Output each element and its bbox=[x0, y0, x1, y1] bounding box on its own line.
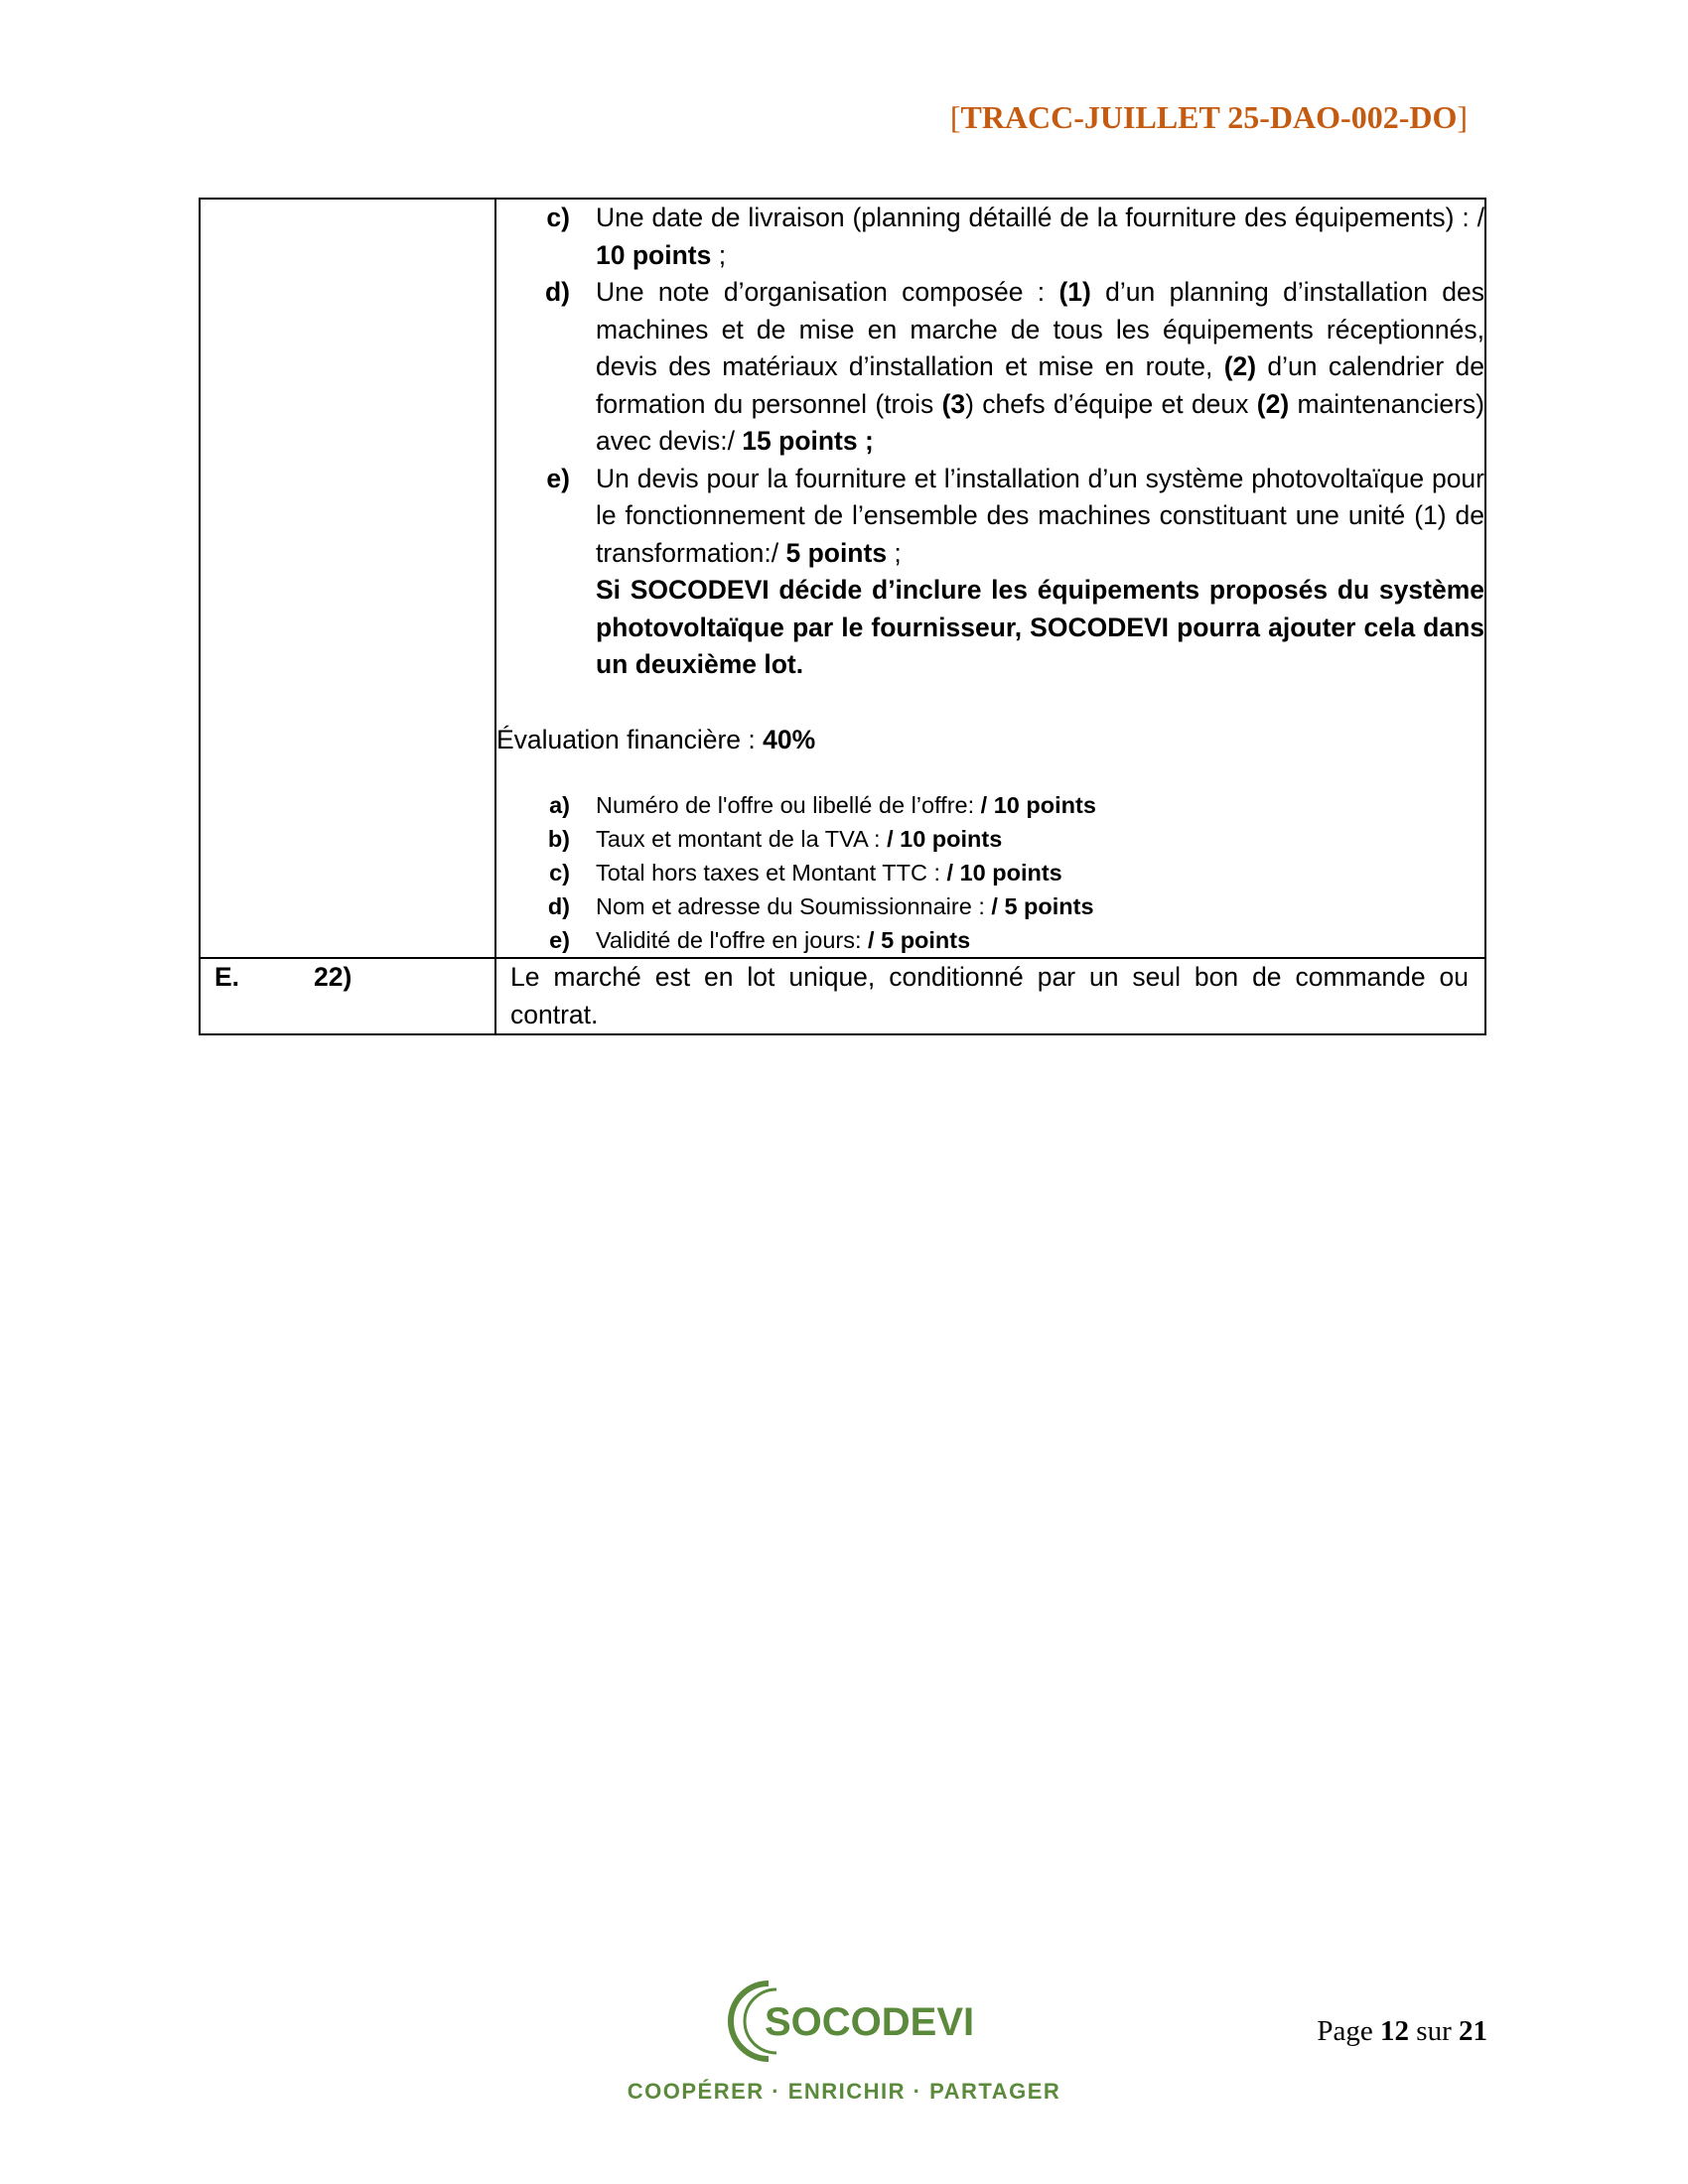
logo-text: SOCODEVI bbox=[765, 2000, 975, 2044]
item-text: Un devis pour la fourniture et l’installation d’un système photovoltaïque pour le fonctionnement de l’ensemble des machines constituant une unité (1) de transformation:/ 5 points ; bbox=[596, 463, 1484, 568]
item-label: d) bbox=[547, 893, 570, 919]
item-label: e) bbox=[546, 463, 570, 493]
clause-letter: E. bbox=[214, 962, 240, 992]
photovoltaic-note: Si SOCODEVI décide d’inclure les équipements proposés du système photovoltaïque par le fournisseur, SOCODEVI pourra ajouter cela dans un deuxième lot. bbox=[596, 575, 1484, 679]
technical-criterion-item bbox=[496, 274, 1484, 461]
technical-criterion-item bbox=[496, 200, 1484, 274]
technical-criterion-item bbox=[496, 461, 1484, 573]
financial-criterion-item bbox=[496, 923, 1484, 957]
financial-criterion-item bbox=[496, 889, 1484, 923]
item-text: Une note d’organisation composée : (1) d’un planning d’installation des machines et de mise en marche de tous les équipements réceptionnés, devis des matériaux d’installation et mise en route, (2) d’un calendrier de formation du personnel (trois (3) chefs d’équipe et deux (2) maintenanciers) avec devis:/ 15 points ; bbox=[596, 277, 1485, 456]
table-row bbox=[200, 199, 1485, 958]
criteria-table bbox=[199, 198, 1486, 1035]
clause-text-cell bbox=[495, 958, 1485, 1034]
item-text: Nom et adresse du Soumissionnaire : / 5 points bbox=[596, 893, 1094, 919]
financial-criteria-list bbox=[496, 788, 1484, 957]
socodevi-logo bbox=[725, 1976, 983, 2065]
clause-number: 22) bbox=[314, 962, 352, 992]
tagline: COOPÉRER · ENRICHIR · PARTAGER bbox=[627, 2079, 1061, 2104]
technical-criteria-list bbox=[496, 200, 1484, 572]
financial-evaluation-title: Évaluation financière : 40% bbox=[496, 724, 816, 754]
table-cell-criteria bbox=[495, 199, 1485, 958]
item-text: Numéro de l'offre ou libellé de l’offre: / 10 points bbox=[596, 792, 1096, 818]
item-text: Total hors taxes et Montant TTC : / 10 points bbox=[596, 860, 1062, 886]
page-number: Page 12 sur 21 bbox=[1317, 2015, 1487, 2047]
item-text: Validité de l'offre en jours: / 5 points bbox=[596, 927, 971, 953]
item-label: c) bbox=[546, 203, 570, 232]
item-label: e) bbox=[549, 927, 570, 953]
clause-text: Le marché est en lot unique, conditionné par un seul bon de commande ou contrat. bbox=[510, 962, 1469, 1029]
item-label: a) bbox=[549, 792, 570, 818]
financial-criterion-item bbox=[496, 822, 1484, 856]
item-text: Une date de livraison (planning détaillé de la fourniture des équipements) : / 10 points ; bbox=[596, 203, 1484, 270]
financial-criterion-item bbox=[496, 856, 1484, 889]
logo-arc-icon bbox=[731, 1983, 769, 2059]
table-cell-empty bbox=[200, 199, 495, 958]
clause-reference-cell bbox=[200, 958, 495, 1034]
financial-criterion-item bbox=[496, 788, 1484, 822]
document-reference: [TRACC-JUILLET 25-DAO-002-DO] bbox=[949, 99, 1468, 135]
item-label: d) bbox=[544, 277, 570, 307]
table-row bbox=[200, 958, 1485, 1034]
item-label: c) bbox=[549, 860, 570, 886]
item-label: b) bbox=[547, 826, 570, 852]
item-text: Taux et montant de la TVA : / 10 points bbox=[596, 826, 1003, 852]
